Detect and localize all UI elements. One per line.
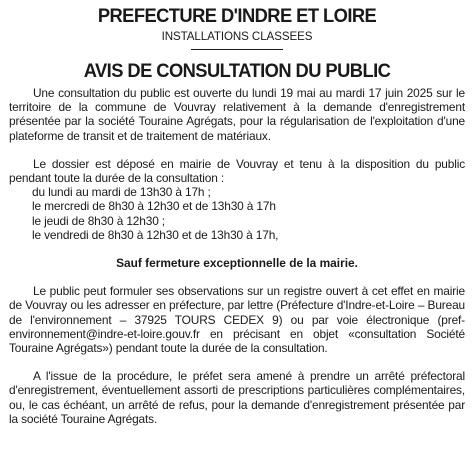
closure-notice: Sauf fermeture exceptionnelle de la mairie. — [116, 256, 358, 271]
section-subtitle: INSTALLATIONS CLASSEES — [161, 30, 313, 43]
observations-paragraph: Le public peut formuler ses observations sur un registre ouvert à cet effet en mairie de Vouvray ou les adresser en préfecture, par lettre (Préfecture d'Indre-et-Loire – Bureau de l'environnement – 37925 TOURS CEDEX 9) ou par voie électronique (pref-environnement@indre-et-loire.gouv.fr en précisant en objet «consultation Société Touraine Agrégats») pendant toute la durée de la consultation. — [9, 284, 465, 356]
conclusion-paragraph: A l'issue de la procédure, le préfet sera amené à prendre un arrêté préfectoral d'enregistrement, éventuellement assorti de prescriptions particulières complémentaires, ou, le cas échéant, un arrêté de refus, pour la demande d'enregistrement présentée par la société Touraine Agrégats. — [9, 369, 465, 426]
schedule-item: le mercredi de 8h30 à 12h30 et de 13h30 à 17h — [32, 199, 276, 214]
dossier-paragraph: Le dossier est déposé en mairie de Vouvray et tenu à la disposition du public pendant toute la durée de la consultation : — [9, 156, 465, 186]
divider — [191, 49, 283, 50]
schedule-item: du lundi au mardi de 13h30 à 17h ; — [32, 185, 211, 200]
notice-heading: AVIS DE CONSULTATION DU PUBLIC — [83, 60, 391, 82]
opening-hours-list — [32, 185, 465, 242]
notice-page — [0, 4, 473, 454]
prefecture-title: PREFECTURE D'INDRE ET LOIRE — [97, 5, 377, 27]
schedule-item: le jeudi de 8h30 à 12h30 ; — [32, 213, 165, 228]
schedule-item: le vendredi de 8h30 à 12h30 et de 13h30 à 17h, — [32, 227, 279, 242]
intro-paragraph: Une consultation du public est ouverte du lundi 19 mai au mardi 17 juin 2025 sur le territoire de la commune de Vouvray relativement à la demande d'enregistrement présentée par la société Touraine Agrégats, pour la régularisation de l'exploitation d'une plateforme de transit et de traitement de matériaux. — [9, 86, 465, 143]
